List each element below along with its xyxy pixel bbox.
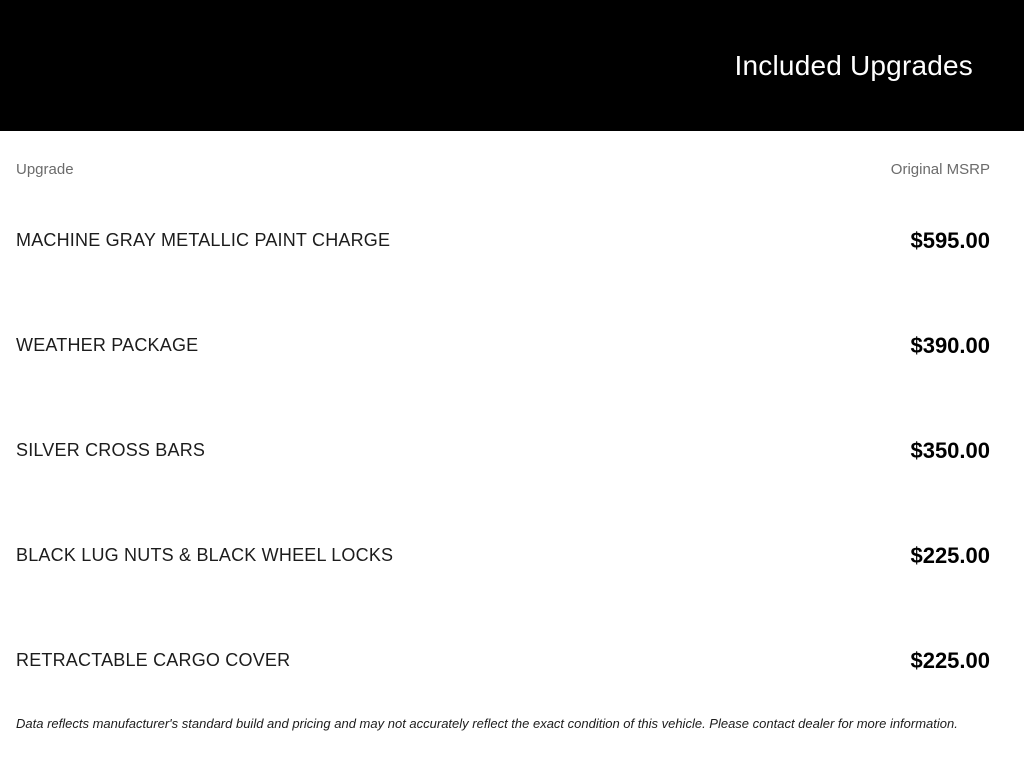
page-title: Included Upgrades — [734, 49, 973, 81]
table-body — [16, 188, 990, 713]
table-row — [16, 398, 990, 503]
table-row — [16, 503, 990, 608]
upgrade-price: $390.00 — [910, 332, 990, 358]
upgrade-name: SILVER CROSS BARS — [16, 440, 206, 460]
table-row — [16, 293, 990, 398]
table-row — [16, 188, 990, 293]
table-row — [16, 608, 990, 713]
included-upgrades-banner — [0, 0, 1024, 131]
upgrade-name: BLACK LUG NUTS & BLACK WHEEL LOCKS — [16, 545, 394, 565]
upgrade-price: $225.00 — [910, 647, 990, 673]
upgrade-name: MACHINE GRAY METALLIC PAINT CHARGE — [16, 230, 391, 250]
upgrade-name: RETRACTABLE CARGO COVER — [16, 650, 291, 670]
upgrade-name: WEATHER PACKAGE — [16, 335, 199, 355]
upgrades-table — [0, 161, 1024, 731]
column-header-original-msrp: Original MSRP — [890, 161, 990, 178]
upgrade-price: $350.00 — [910, 437, 990, 463]
upgrade-price: $595.00 — [910, 227, 990, 253]
pricing-disclaimer: Data reflects manufacturer's standard build and pricing and may not accurately reflect the exact condition of this vehicle. Please contact dealer for more information. — [16, 716, 958, 731]
table-header-row — [16, 161, 990, 178]
column-header-upgrade: Upgrade — [16, 161, 74, 178]
upgrade-price: $225.00 — [910, 542, 990, 568]
